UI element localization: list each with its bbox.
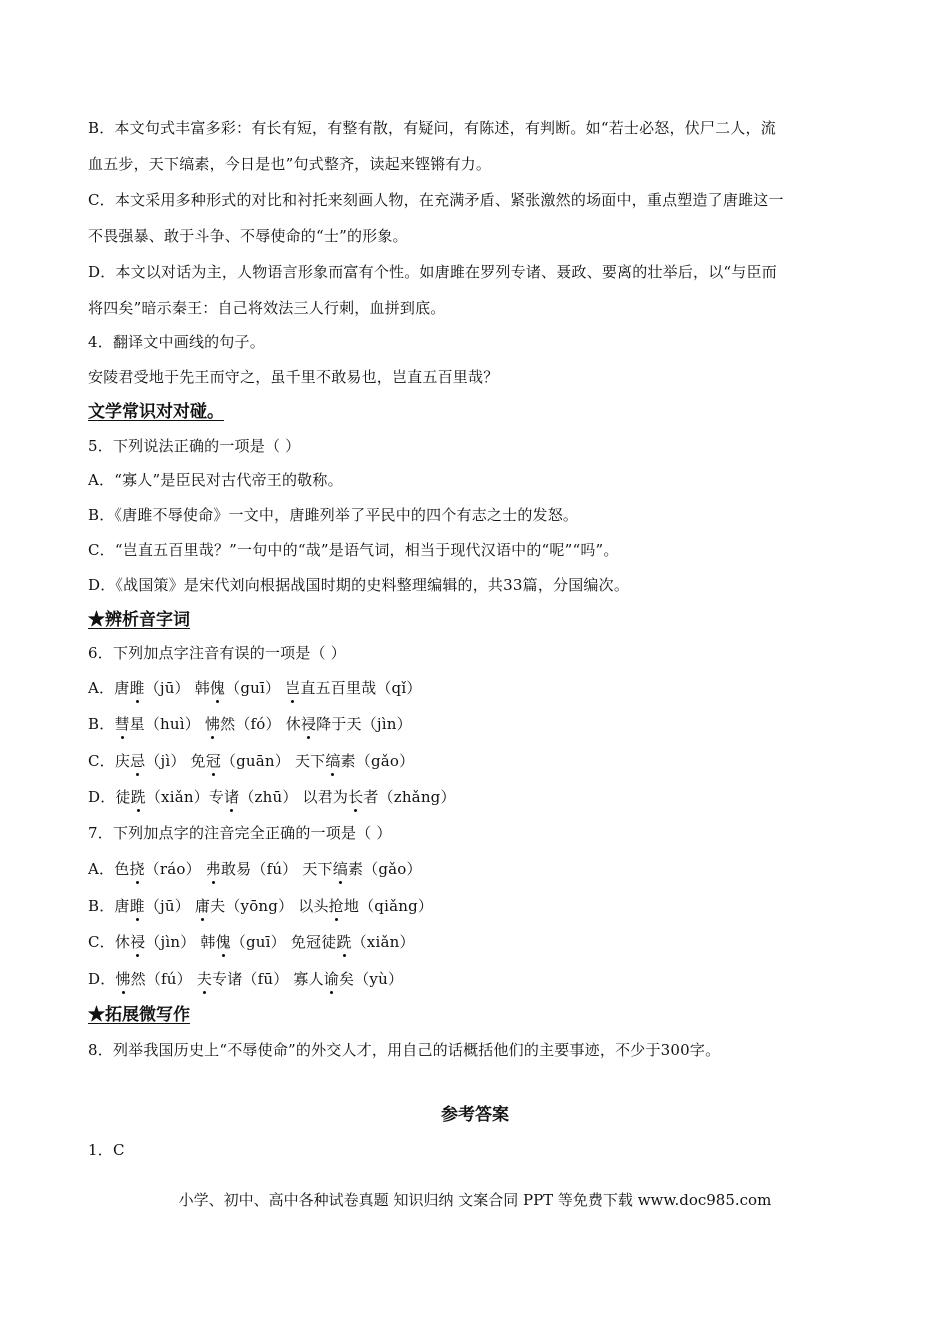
dotted-char: 缟 xyxy=(332,860,348,878)
dotted-char: 雎 xyxy=(129,897,145,915)
q7-option-a: A．色挠（ráo） 弗敢易（fú） 天下缟素（gǎo） xyxy=(88,860,422,878)
dotted-char: 缟 xyxy=(325,752,341,770)
q3-option-b-line1: B．本文句式丰富多彩：有长有短，有整有散，有疑问，有陈述，有判断。如“若士必怒，伏尸二人，流 xyxy=(88,119,776,137)
q6-stem: 6．下列加点字注音有误的一项是（ ） xyxy=(88,644,346,662)
q5-option-c: C．“岂直五百里哉？”一句中的“哉”是语气词，相当于现代汉语中的“呢”“吗”。 xyxy=(88,541,619,559)
answer-1: 1．C xyxy=(88,1141,125,1159)
dotted-char: 谕 xyxy=(323,970,340,988)
q5-option-b: B．《唐雎不辱使命》一文中，唐雎列举了平民中的四个有志之士的发怒。 xyxy=(88,506,579,524)
q6-option-d: D．徒跣（xiǎn）专诸（zhū） 以君为长者（zhǎng） xyxy=(88,788,456,806)
dotted-char: 傀 xyxy=(215,933,231,951)
dotted-char: 怫 xyxy=(115,970,131,988)
q4-sentence: 安陵君受地于先王而守之，虽千里不敢易也，岂直五百里哉？ xyxy=(88,368,499,386)
q3-option-d-line1: D．本文以对话为主，人物语言形象而富有个性。如唐雎在罗列专诸、聂政、要离的壮举后，以“与臣而 xyxy=(88,263,777,281)
dotted-char: 雎 xyxy=(129,679,145,697)
q7-stem: 7．下列加点字的注音完全正确的一项是（ ） xyxy=(88,824,392,842)
q7-option-d: D．怫然（fú） 夫专诸（fū） 寡人谕矣（yù） xyxy=(88,970,404,988)
dotted-char: 诸 xyxy=(224,788,240,806)
dotted-char: 跣 xyxy=(336,933,352,951)
q5-option-a: A．“寡人”是臣民对古代帝王的敬称。 xyxy=(88,471,343,489)
dotted-char: 祲 xyxy=(300,715,317,733)
dotted-char: 长 xyxy=(348,788,364,806)
dotted-char: 傀 xyxy=(209,679,226,697)
q7-option-c: C．休祲（jìn） 韩傀（guī） 免冠徒跣（xiǎn） xyxy=(88,933,415,951)
dotted-char: 怫 xyxy=(204,715,221,733)
q5-stem: 5．下列说法正确的一项是（ ） xyxy=(88,437,301,455)
dotted-char: 忌 xyxy=(130,752,146,770)
dotted-char: 抢 xyxy=(328,897,344,915)
q3-option-c-line2: 不畏强暴、敢于斗争、不辱使命的“士”的形象。 xyxy=(88,227,408,245)
q7-option-b: B．唐雎（jū） 庸夫（yōng） 以头抢地（qiǎng） xyxy=(88,897,434,915)
section-phonetics-heading: ★辨析音字词 xyxy=(88,610,190,630)
dotted-char: 夫 xyxy=(196,970,213,988)
dotted-char: 彗 xyxy=(114,715,130,733)
dotted-char: 跣 xyxy=(130,788,146,806)
q4-stem: 4．翻译文中画线的句子。 xyxy=(88,333,265,351)
dotted-char: 挠 xyxy=(129,860,145,878)
q8-stem: 8．列举我国历史上“不辱使命”的外交人才，用自己的话概括他们的主要事迹，不少于300字。 xyxy=(88,1041,721,1059)
answers-title: 参考答案 xyxy=(441,1105,509,1125)
q6-option-c: C．庆忌（jì） 免冠（guān） 天下缟素（gǎo） xyxy=(88,752,415,770)
q6-option-b: B．彗星（huì） 怫然（fó） 休祲降于天（jìn） xyxy=(88,715,412,733)
dotted-char: 冠 xyxy=(205,752,221,770)
footer-text: 小学、初中、高中各种试卷真题 知识归纳 文案合同 PPT 等免费下载 www.doc985.com xyxy=(178,1191,772,1209)
q3-option-c-line1: C．本文采用多种形式的对比和衬托来刻画人物，在充满矛盾、紧张激然的场面中，重点塑造了唐雎这一 xyxy=(88,191,784,209)
q3-option-b-line2: 血五步，天下缟素，今日是也”句式整齐，读起来铿锵有力。 xyxy=(88,155,492,173)
q6-option-a: A．唐雎（jū） 韩傀（guī） 岂直五百里哉（qǐ） xyxy=(88,679,422,697)
q3-option-d-line2: 将四矣”暗示秦王：自己将效法三人行刺，血拼到底。 xyxy=(88,299,446,317)
section-writing-heading: ★拓展微写作 xyxy=(88,1005,190,1025)
dotted-char: 弗 xyxy=(205,860,221,878)
dotted-char: 岂 xyxy=(285,679,301,697)
q5-option-d: D．《战国策》是宋代刘向根据战国时期的史料整理编辑的，共33篇，分国编次。 xyxy=(88,576,630,594)
section-literature-heading: 文学常识对对碰。 xyxy=(88,402,224,422)
dotted-char: 庸 xyxy=(194,897,211,915)
dotted-char: 祲 xyxy=(130,933,146,951)
